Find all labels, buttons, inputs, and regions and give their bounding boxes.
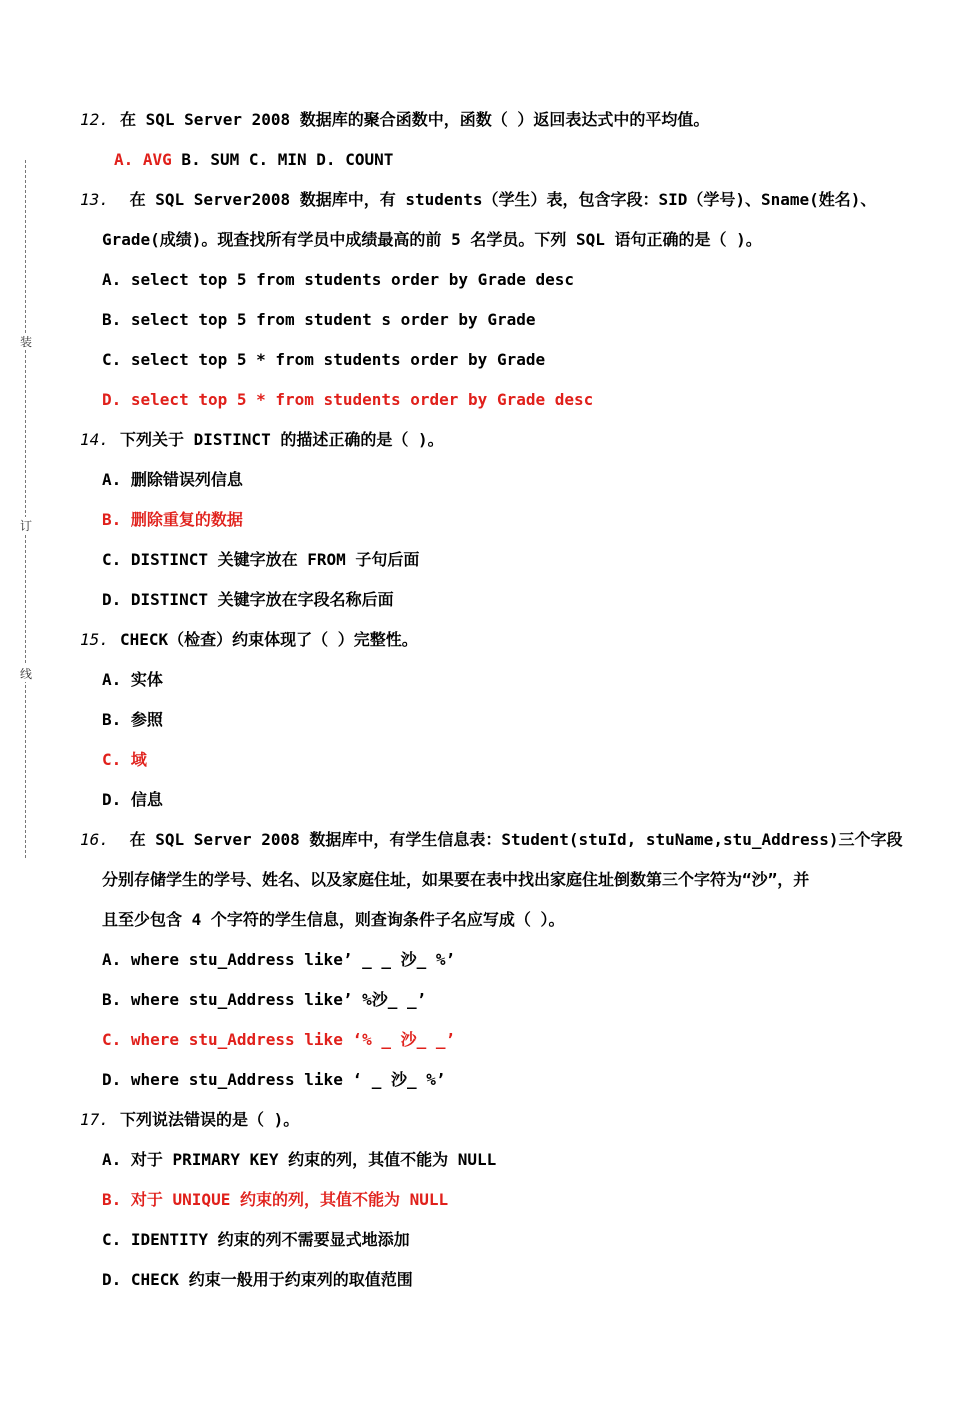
question-16-text-cont: 分别存储学生的学号、姓名、以及家庭住址，如果要在表中找出家庭住址倒数第三个字符为“沙”，并 <box>102 870 810 889</box>
option-a: A. 实体 <box>102 670 163 689</box>
binding-mark-zhuang: 装 <box>19 335 32 349</box>
question-13 <box>80 189 876 211</box>
question-number: 14. <box>80 430 109 449</box>
option-d: D. 信息 <box>102 790 163 809</box>
question-text: 在 SQL Server 2008 数据库中，有学生信息表：Student(stuId, stuName,stu_Address)三个字段 <box>120 830 903 849</box>
option-a: A. select top 5 from students order by Grade desc <box>102 270 575 289</box>
option-d: D. DISTINCT 关键字放在字段名称后面 <box>102 590 394 609</box>
question-text: 在 SQL Server2008 数据库中，有 students（学生）表，包含字段：SID（学号)、Sname(姓名)、 <box>120 190 877 209</box>
option-b: B. select top 5 from student s order by Grade <box>102 310 536 329</box>
option-b: B. 参照 <box>102 710 163 729</box>
option-c: C. select top 5 * from students order by Grade <box>102 350 546 369</box>
binding-mark-xian: 线 <box>19 667 32 681</box>
option-d-correct: D. select top 5 * from students order by Grade desc <box>102 390 594 409</box>
question-number: 16. <box>80 830 109 849</box>
question-14 <box>80 429 444 451</box>
question-15 <box>80 629 418 651</box>
question-number: 15. <box>80 630 109 649</box>
option-a: A. 对于 PRIMARY KEY 约束的列，其值不能为 NULL <box>102 1150 497 1169</box>
options-rest: B. SUM C. MIN D. COUNT <box>171 150 394 169</box>
question-12-options <box>114 149 393 171</box>
option-a: A. 删除错误列信息 <box>102 470 243 489</box>
option-c-correct: C. where stu_Address like ‘% _ 沙_ _’ <box>102 1030 456 1049</box>
option-b-correct: B. 删除重复的数据 <box>102 510 243 529</box>
question-13-text-cont: Grade(成绩)。现查找所有学员中成绩最高的前 5 名学员。下列 SQL 语句正确的是（ )。 <box>102 230 762 249</box>
question-text: 在 SQL Server 2008 数据库的聚合函数中，函数（ ）返回表达式中的平均值。 <box>120 110 710 129</box>
option-a: A. where stu_Address like’ _ _ 沙_ %’ <box>102 950 456 969</box>
question-17 <box>80 1109 299 1131</box>
question-number: 13. <box>80 190 109 209</box>
binding-mark-ding: 订 <box>19 519 32 533</box>
option-c: C. DISTINCT 关键字放在 FROM 子句后面 <box>102 550 420 569</box>
question-12 <box>80 109 709 131</box>
binding-dashed-line <box>25 160 26 858</box>
question-number: 17. <box>80 1110 109 1129</box>
question-number: 12. <box>80 110 109 129</box>
question-16-text-cont2: 且至少包含 4 个字符的学生信息，则查询条件子名应写成（ ）。 <box>102 910 565 929</box>
option-b-correct: B. 对于 UNIQUE 约束的列，其值不能为 NULL <box>102 1190 449 1209</box>
question-text: 下列关于 DISTINCT 的描述正确的是（ )。 <box>120 430 444 449</box>
option-d: D. where stu_Address like ‘ _ 沙_ %’ <box>102 1070 446 1089</box>
option-d: D. CHECK 约束一般用于约束列的取值范围 <box>102 1270 413 1289</box>
question-text: CHECK（检查）约束体现了（ ）完整性。 <box>120 630 418 649</box>
question-text: 下列说法错误的是（ )。 <box>120 1110 300 1129</box>
option-c-correct: C. 域 <box>102 750 147 769</box>
option-c: C. IDENTITY 约束的列不需要显式地添加 <box>102 1230 410 1249</box>
option-a-correct: A. AVG <box>114 150 172 169</box>
option-b: B. where stu_Address like’ %沙_ _’ <box>102 990 427 1009</box>
question-16 <box>80 829 903 851</box>
